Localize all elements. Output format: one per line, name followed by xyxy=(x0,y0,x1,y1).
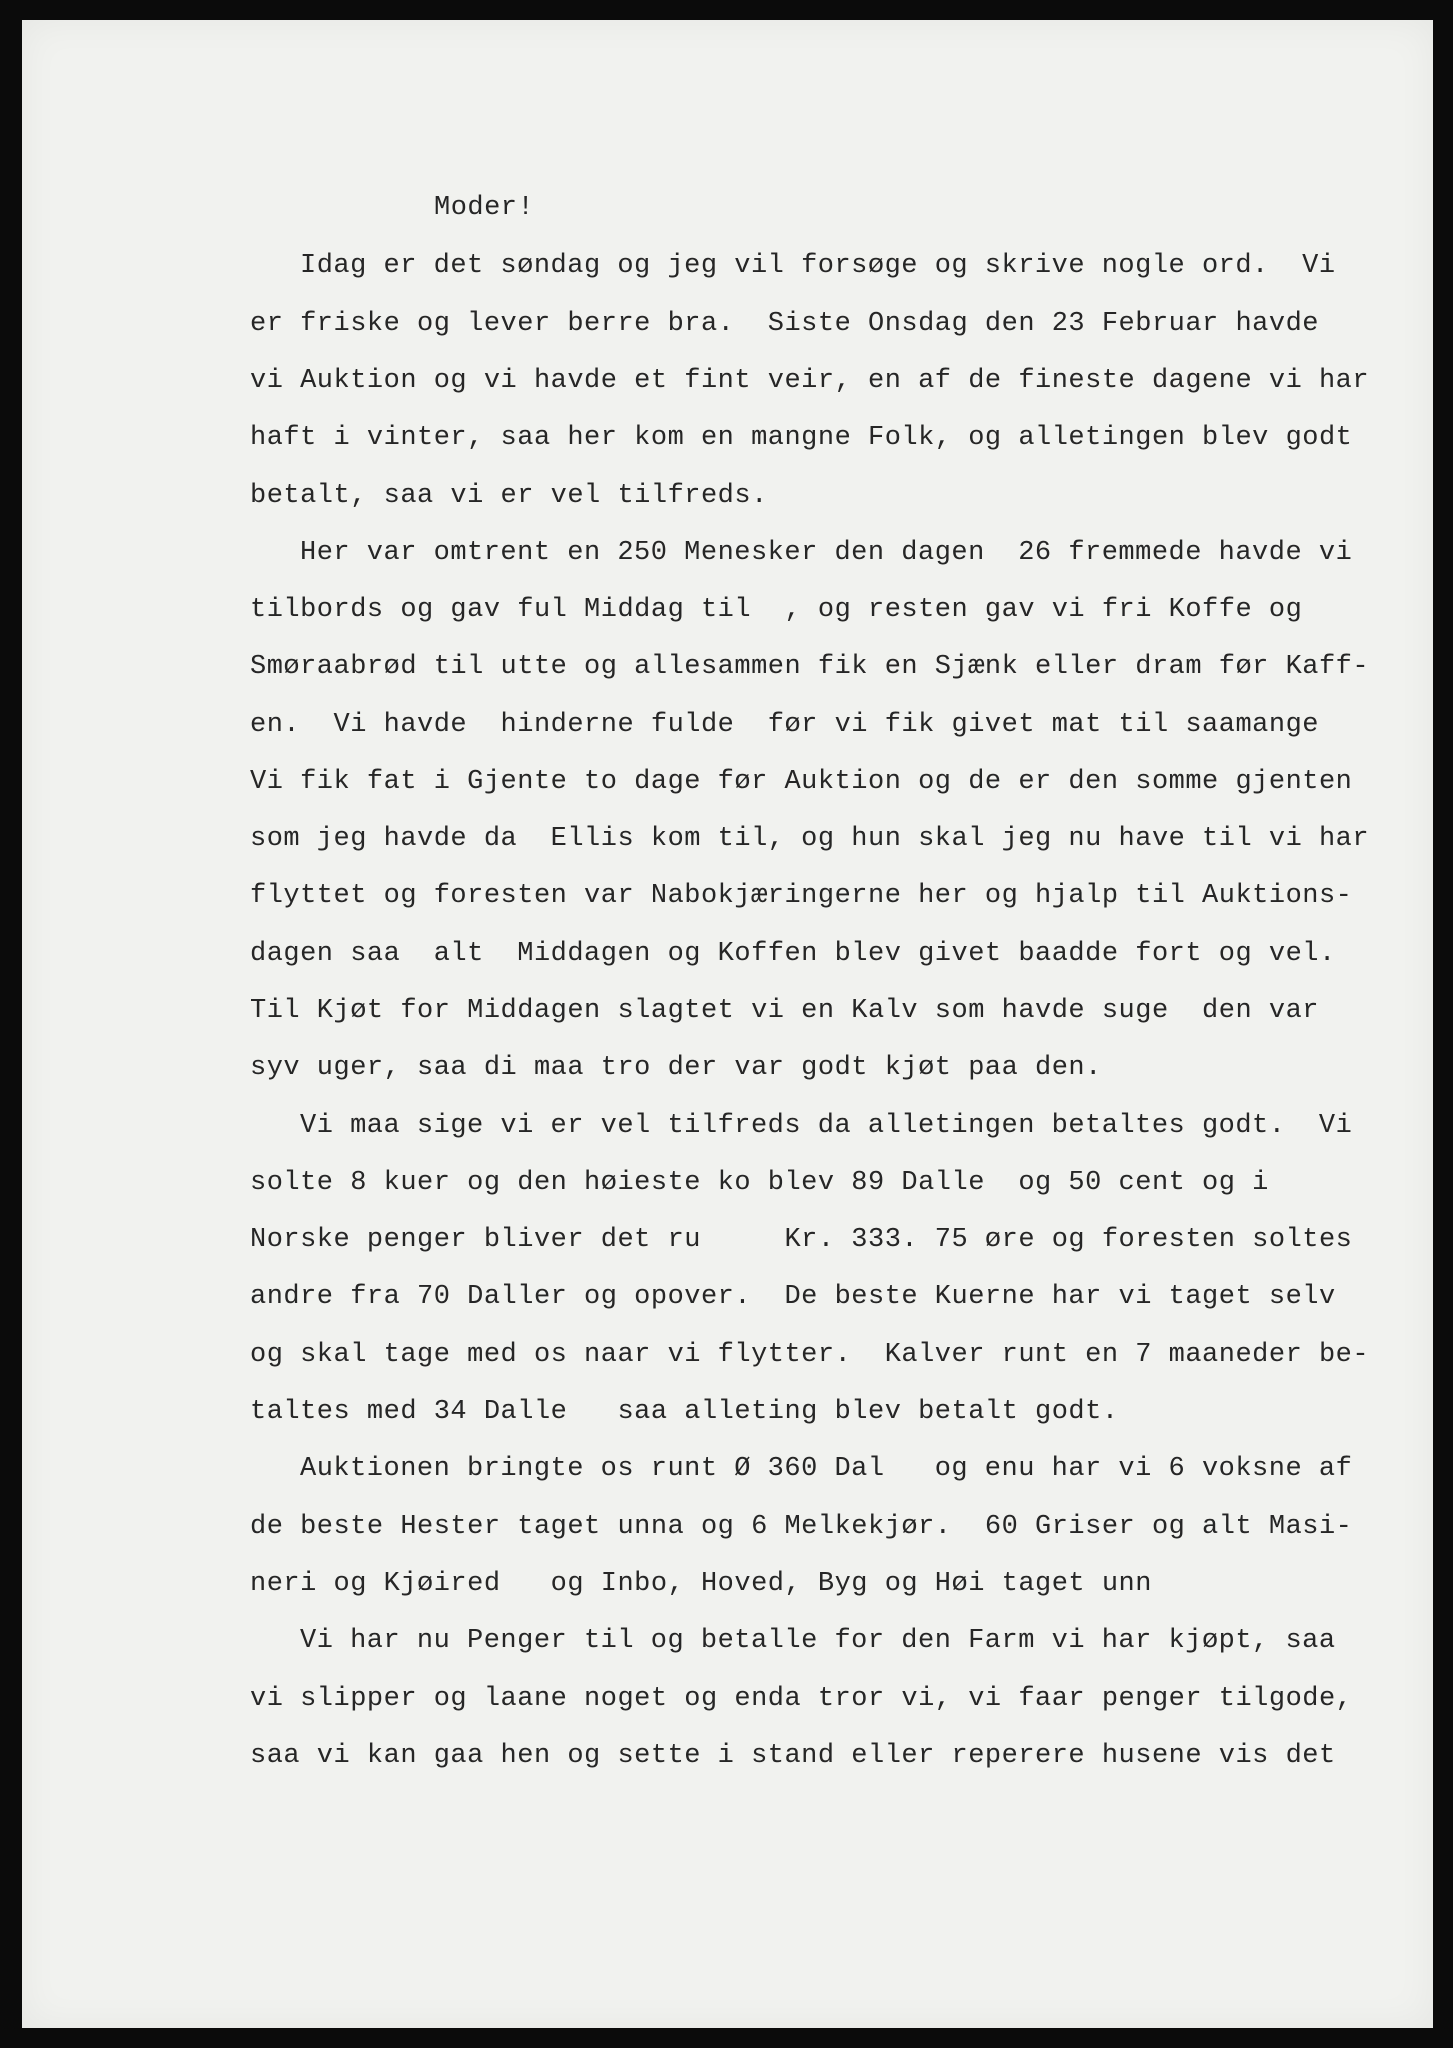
letter-line: vi Auktion og vi havde et fint veir, en af de fineste dagene vi har xyxy=(250,366,1370,396)
letter-page xyxy=(22,20,1433,2028)
letter-line: Smøraabrød til utte og allesammen fik en Sjænk eller dram før Kaff- xyxy=(250,652,1370,682)
letter-line: som jeg havde da Ellis kom til, og hun skal jeg nu have til vi har xyxy=(250,824,1370,854)
letter-line: neri og Kjøired og Inbo, Hoved, Byg og Høi taget unn xyxy=(250,1569,1152,1599)
letter-line: vi slipper og laane noget og enda tror vi, vi faar penger tilgode, xyxy=(250,1684,1353,1714)
letter-line: Norske penger bliver det ru Kr. 333. 75 øre og foresten soltes xyxy=(250,1225,1353,1255)
letter-line: Her var omtrent en 250 Menesker den dagen 26 fremmede havde vi xyxy=(300,538,1353,568)
letter-line: betalt, saa vi er vel tilfreds. xyxy=(250,481,768,511)
letter-line: Auktionen bringte os runt Ø 360 Dal og enu har vi 6 voksne af xyxy=(300,1454,1353,1484)
letter-line: dagen saa alt Middagen og Koffen blev givet baadde fort og vel. xyxy=(250,939,1336,969)
letter-line: flyttet og foresten var Nabokjæringerne her og hjalp til Auktions- xyxy=(250,881,1353,911)
letter-line: Til Kjøt for Middagen slagtet vi en Kalv som havde suge den var xyxy=(250,996,1319,1026)
letter-line: taltes med 34 Dalle saa alleting blev betalt godt. xyxy=(250,1397,1119,1427)
letter-line: og skal tage med os naar vi flytter. Kalver runt en 7 maaneder be- xyxy=(250,1340,1370,1370)
letter-line: de beste Hester taget unna og 6 Melkekjør. 60 Griser og alt Masi- xyxy=(250,1512,1353,1542)
letter-line: tilbords og gav ful Middag til , og resten gav vi fri Koffe og xyxy=(250,595,1303,625)
letter-line: Vi har nu Penger til og betalle for den Farm vi har kjøpt, saa xyxy=(300,1626,1336,1656)
letter-line: Vi maa sige vi er vel tilfreds da alletingen betaltes godt. Vi xyxy=(300,1111,1353,1141)
salutation: Moder! xyxy=(434,193,535,223)
letter-line: Idag er det søndag og jeg vil forsøge og skrive nogle ord. Vi xyxy=(300,251,1336,281)
letter-text xyxy=(22,20,1433,2028)
letter-line: solte 8 kuer og den høieste ko blev 89 Dalle og 50 cent og i xyxy=(250,1168,1269,1198)
letter-line: Vi fik fat i Gjente to dage før Auktion og de er den somme gjenten xyxy=(250,767,1353,797)
letter-line: haft i vinter, saa her kom en mangne Folk, og alletingen blev godt xyxy=(250,423,1353,453)
letter-line: en. Vi havde hinderne fulde før vi fik givet mat til saamange xyxy=(250,710,1319,740)
letter-line: syv uger, saa di maa tro der var godt kjøt paa den. xyxy=(250,1053,1102,1083)
letter-line: er friske og lever berre bra. Siste Onsdag den 23 Februar havde xyxy=(250,309,1319,339)
letter-line: saa vi kan gaa hen og sette i stand eller reperere husene vis det xyxy=(250,1741,1336,1771)
letter-line: andre fra 70 Daller og opover. De beste Kuerne har vi taget selv xyxy=(250,1282,1336,1312)
